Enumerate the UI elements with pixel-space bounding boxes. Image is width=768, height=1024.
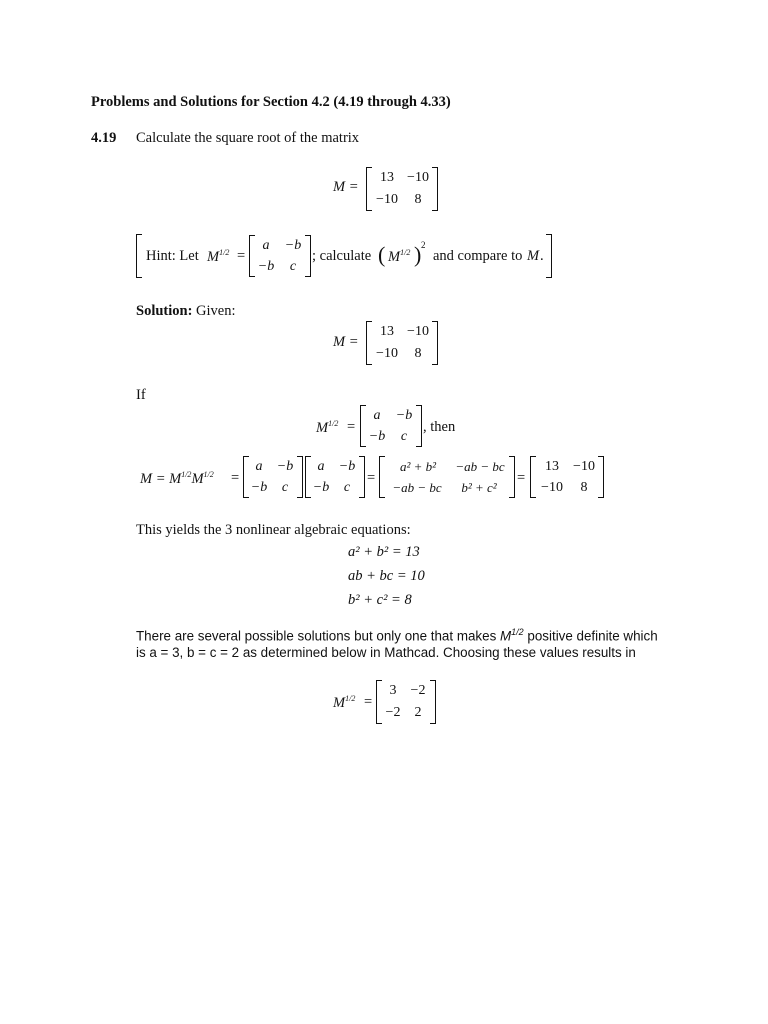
matrix-cell: −b	[338, 459, 356, 474]
hint-prefix: Hint: Let	[146, 248, 199, 264]
hint-suffix-m: M	[527, 248, 540, 264]
matrix-cell: −b	[276, 459, 294, 474]
hint-outer-exp: 2	[421, 240, 426, 250]
solution-matrix-lhs: M =	[333, 334, 359, 350]
matrix-cell: −b	[395, 408, 413, 423]
matrix-cell: −10	[376, 192, 398, 207]
product-matrix-4	[530, 456, 604, 498]
matrix-cell: −b	[312, 480, 330, 495]
matrix-cell: −b	[250, 480, 268, 495]
product-matrix-1	[243, 456, 303, 498]
if-text: If	[136, 387, 146, 403]
matrix-cell: a	[255, 459, 263, 474]
product-equals-2: =	[367, 470, 376, 486]
result-matrix	[376, 680, 436, 724]
matrix-cell: −ab − bc	[455, 459, 505, 474]
hint-suffix: and compare to	[433, 248, 523, 264]
matrix-cell: c	[289, 259, 297, 274]
hint-period: .	[540, 248, 544, 264]
matrix-cell: 3	[389, 683, 397, 698]
matrix-cell: a	[262, 238, 270, 253]
matrix-cell: −10	[541, 480, 563, 495]
equation-3: b² + c² = 8	[348, 592, 412, 608]
matrix-cell: −b	[257, 259, 275, 274]
matrix-cell: −ab − bc	[392, 480, 442, 495]
sqrt-def-matrix	[360, 405, 422, 447]
page-heading: Problems and Solutions for Section 4.2 (4.19 through 4.33)	[91, 94, 451, 110]
sqrt-def-equals: =	[347, 419, 356, 435]
matrix-cell: −10	[376, 346, 398, 361]
paragraph-line-1: There are several possible solutions but only one that makes $M^{1/2}$ positive definite which	[136, 627, 658, 644]
product-matrix-2	[305, 456, 365, 498]
sqrt-def-then: , then	[423, 419, 456, 435]
matrix-cell: c	[343, 480, 351, 495]
matrix-cell: −10	[573, 459, 595, 474]
matrix-cell: 8	[414, 192, 422, 207]
result-equals: =	[364, 694, 373, 710]
matrix-cell: −b	[284, 238, 302, 253]
solution-label: Solution: Given:	[136, 303, 236, 319]
solution-matrix-m	[366, 321, 438, 365]
matrix-cell: −2	[385, 705, 401, 720]
matrix-cell: 13	[545, 459, 559, 474]
matrix-cell: 8	[580, 480, 588, 495]
matrix-m	[366, 167, 438, 211]
matrix-cell: a² + b²	[399, 459, 437, 474]
matrix-cell: 13	[380, 324, 394, 339]
hint-equals: =	[237, 248, 246, 264]
product-equals-3: =	[517, 470, 526, 486]
paren-left: (	[378, 242, 386, 267]
problem-number: 4.19	[91, 130, 117, 146]
yields-text: This yields the 3 nonlinear algebraic equations:	[136, 522, 411, 538]
equation-1: a² + b² = 13	[348, 544, 420, 560]
matrix-cell: 8	[414, 346, 422, 361]
hint-m: $M^{1/2}$	[207, 248, 230, 265]
equation-2: ab + bc = 10	[348, 568, 425, 584]
matrix-cell: a	[317, 459, 325, 474]
matrix-cell: 2	[414, 705, 422, 720]
matrix-cell: a	[373, 408, 381, 423]
product-matrix-3	[379, 456, 515, 498]
matrix-cell: b² + c²	[461, 480, 497, 495]
matrix-cell: −10	[407, 324, 429, 339]
hint-paren-m: $M^{1/2}$	[388, 248, 411, 265]
matrix-cell: −b	[368, 429, 386, 444]
matrix-cell: c	[281, 480, 289, 495]
matrix-cell: c	[400, 429, 408, 444]
problem-statement: Calculate the square root of the matrix	[136, 130, 360, 146]
product-equals-1: =	[231, 470, 240, 486]
hint-calculate: ; calculate	[312, 248, 372, 264]
result-m: $M^{1/2}$	[333, 694, 356, 711]
hint-matrix	[249, 235, 311, 277]
paragraph-line-2: is a = 3, b = c = 2 as determined below in Mathcad. Choosing these values results in	[136, 645, 636, 660]
product-lhs: $M = M^{1/2}M^{1/2}$	[140, 470, 214, 487]
matrix-lhs: M =	[333, 179, 359, 195]
matrix-cell: 13	[380, 170, 394, 185]
paren-right: )	[414, 242, 422, 267]
sqrt-def-m: $M^{1/2}$	[316, 419, 339, 436]
matrix-cell: −2	[410, 683, 426, 698]
matrix-cell: −10	[407, 170, 429, 185]
